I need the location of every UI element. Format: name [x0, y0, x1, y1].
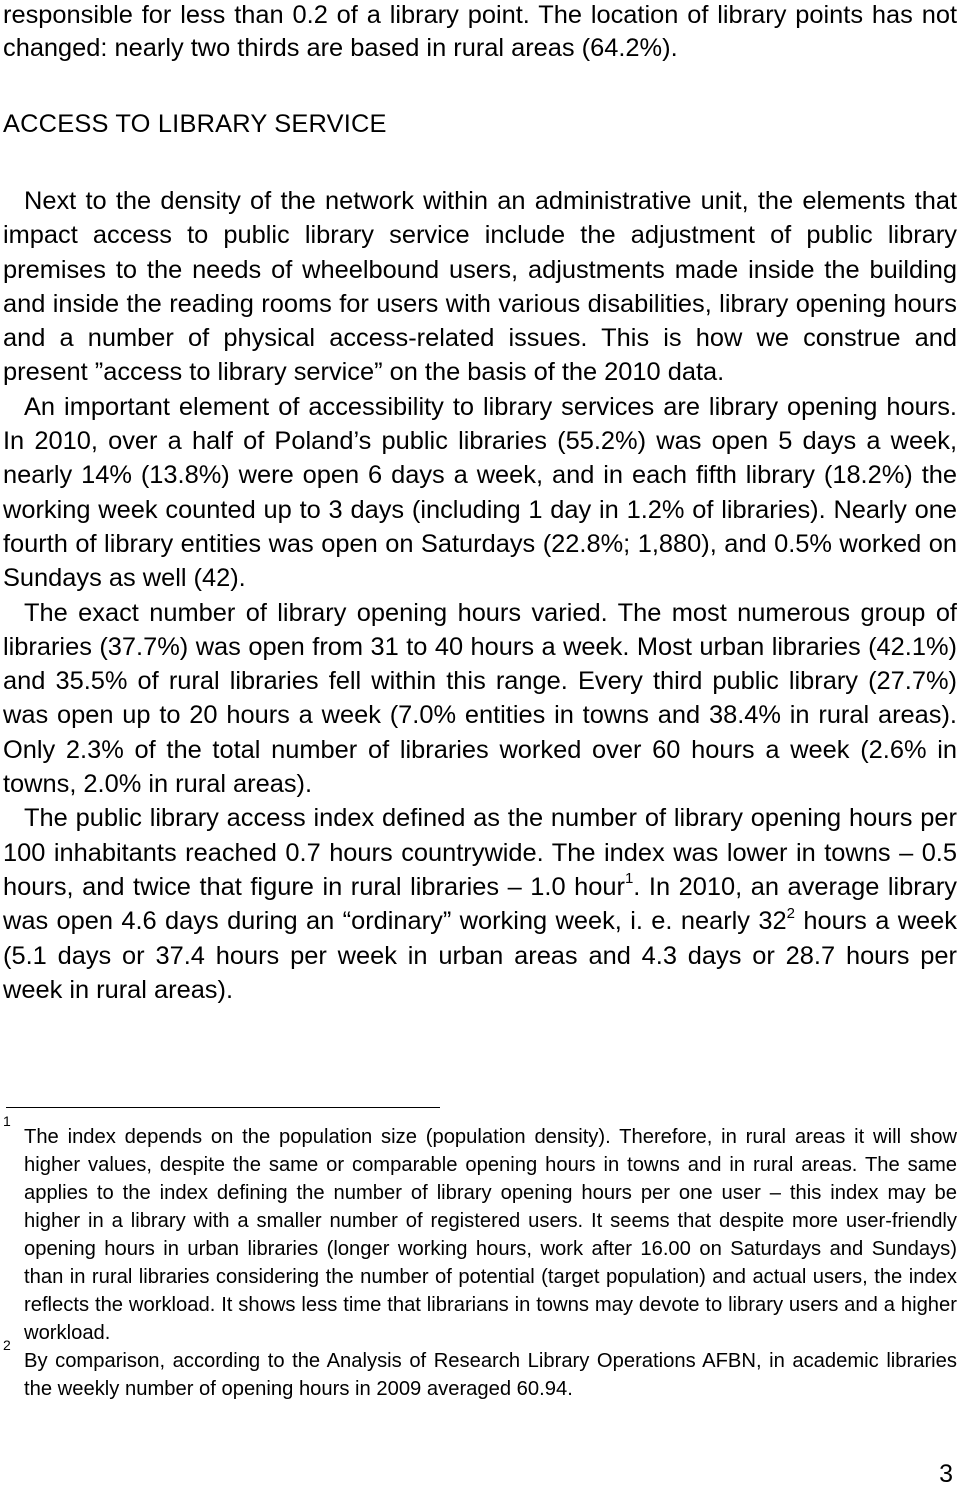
footnote-separator	[6, 1107, 440, 1108]
paragraph-4-part-c: hours a week (5.1 days or 37.4 hours per week in urban areas and 4.3 days or 28.7 hours per week in rural areas).	[3, 907, 957, 1004]
footnotes	[3, 1113, 957, 1403]
footnote-ref-2: 2	[786, 904, 795, 922]
paragraph-3: The exact number of library opening hours varied. The most numerous group of libraries (37.7%) was open from 31 to 40 hours a week. Most urban libraries (42.1%) and 35.5% of rural libraries fell within this range. Every third public library (27.7%) was open up to 20 hours a week (7.0% entities in towns and 38.4% in rural areas). Only 2.3% of the total number of libraries worked over 60 hours a week (2.6% in towns, 2.0% in rural areas).	[3, 598, 957, 799]
paragraph-4	[3, 801, 957, 1007]
footnote-1-number: 1	[3, 1113, 11, 1129]
section-heading: ACCESS TO LIBRARY SERVICE	[3, 110, 387, 138]
intro-paragraph: responsible for less than 0.2 of a library point. The location of library points has not changed: nearly two thirds are based in rural areas (64.2%).	[3, 1, 957, 62]
footnote-1	[3, 1113, 957, 1347]
section-body	[3, 184, 957, 1007]
footnote-2-number: 2	[3, 1337, 11, 1353]
paragraph-1: Next to the density of the network within an administrative unit, the elements that impact access to public library service include the adjustment of public library premises to the needs of wheelbound users, adjustments made inside the building and inside the reading rooms for users with various disabilities, library opening hours and a number of physical access-related issues. This is how we construe and present ”access to library service” on the basis of the 2010 data.	[3, 187, 957, 387]
paragraph-2: An important element of accessibility to library services are library opening hours. In 2010, over a half of Poland’s public libraries (55.2%) was open 5 days a week, nearly 14% (13.8%) were open 6 days a week, and in each fifth library (18.2%) the working week counted up to 3 days (including 1 day in 1.2% of libraries). Nearly one fourth of library entities was open on Saturdays (22.8%; 1,880), and 0.5% worked on Sundays as well (42).	[3, 392, 957, 593]
paragraph-4-part-a: The public library access index defined as the number of library opening hours per 100 inhabitants reached 0.7 hours countrywide. The index was lower in towns – 0.5 hours, and twice that figure in rural libraries – 1.0 hour	[3, 804, 957, 901]
footnote-2-text: By comparison, according to the Analysis of Research Library Operations AFBN, in academic libraries the weekly number of opening hours in 2009 averaged 60.94.	[24, 1350, 957, 1400]
footnote-2	[3, 1337, 957, 1403]
paragraph-4-part-b: . In 2010, an average library was open 4.6 days during an “ordinary” working week, i. e. nearly 32	[3, 872, 958, 936]
footnote-ref-1: 1	[624, 870, 634, 888]
page-number: 3	[939, 1460, 953, 1488]
footnote-1-text: The index depends on the population size (population density). Therefore, in rural areas it will show higher values, despite the same or comparable opening hours in towns and in rural areas. The same applies to the index defining the number of library opening hours per one user – this index may be higher in a library with a smaller number of registered users. It seems that despite more user-friendly opening hours in urban libraries (longer working hours, work after 16.00 on Saturdays and Sundays) than in rural libraries considering the number of potential (target population) and actual users, the index reflects the workload. It shows less time that librarians in towns may devote to library users and a higher workload.	[24, 1126, 957, 1344]
